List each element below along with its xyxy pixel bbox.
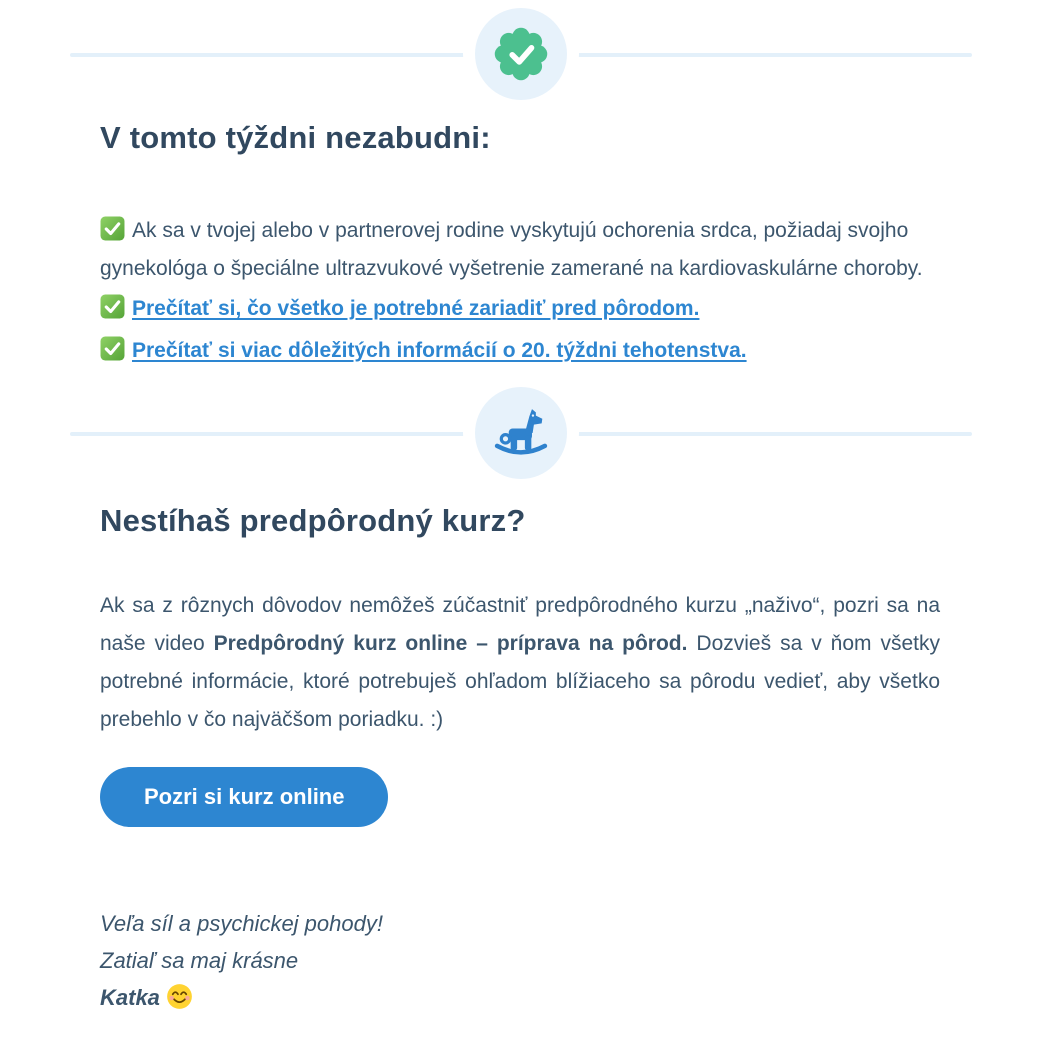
signature xyxy=(100,905,940,1016)
reminder-item xyxy=(100,212,940,288)
signature-line xyxy=(100,979,940,1016)
course-text-after: Dozvieš sa v ňom všetky potrebné informácie, ktoré potrebuješ ohľadom blížiaceho sa pôrodu vedieť, aby všetko prebehlo v čo najväčšom poriadku. :) xyxy=(100,632,940,731)
course-text-before: Ak sa z rôznych dôvodov nemôžeš zúčastniť predpôrodného kurzu „naživo“, pozri sa na naše video xyxy=(100,594,940,655)
link-20-tyzden[interactable]: Prečítať si viac dôležitých informácií o 20. týždni tehotenstva. xyxy=(132,339,747,362)
signature-line: Veľa síl a psychickej pohody! xyxy=(100,911,383,936)
reminders-section xyxy=(0,118,1042,372)
green-check-icon xyxy=(100,294,125,319)
green-check-icon xyxy=(100,336,125,361)
green-check-icon xyxy=(100,216,125,241)
signature-name: Katka xyxy=(100,985,160,1010)
icon-circle xyxy=(475,387,567,479)
smiling-face-emoji xyxy=(166,983,193,1010)
cta-container xyxy=(100,767,940,827)
reminder-item xyxy=(100,288,940,330)
reminder-text: Ak sa v tvojej alebo v partnerovej rodine vyskytujú ochorenia srdca, požiadaj svojho gynekológa o špeciálne ultrazvukové vyšetrenie zamerané na kardiovaskulárne choroby. xyxy=(100,219,923,280)
signature-line: Zatiaľ sa maj krásne xyxy=(100,948,299,973)
icon-circle xyxy=(475,8,567,100)
course-heading: Nestíhaš predpôrodný kurz? xyxy=(100,503,526,538)
section-divider-course xyxy=(70,387,972,479)
section-divider-reminders xyxy=(70,8,972,100)
reminders-heading: V tomto týždni nezabudni: xyxy=(100,120,491,155)
watch-course-button[interactable]: Pozri si kurz online xyxy=(100,767,388,827)
course-text-bold: Predpôrodný kurz online – príprava na pôrod. xyxy=(213,632,688,655)
link-pred-porodom[interactable]: Prečítať si, čo všetko je potrebné zariadiť pred pôrodom. xyxy=(132,297,700,320)
rocking-horse-icon xyxy=(490,402,552,464)
course-paragraph xyxy=(100,587,940,739)
course-section xyxy=(0,501,1042,1016)
reminder-item xyxy=(100,330,940,372)
check-badge-icon xyxy=(493,26,549,82)
